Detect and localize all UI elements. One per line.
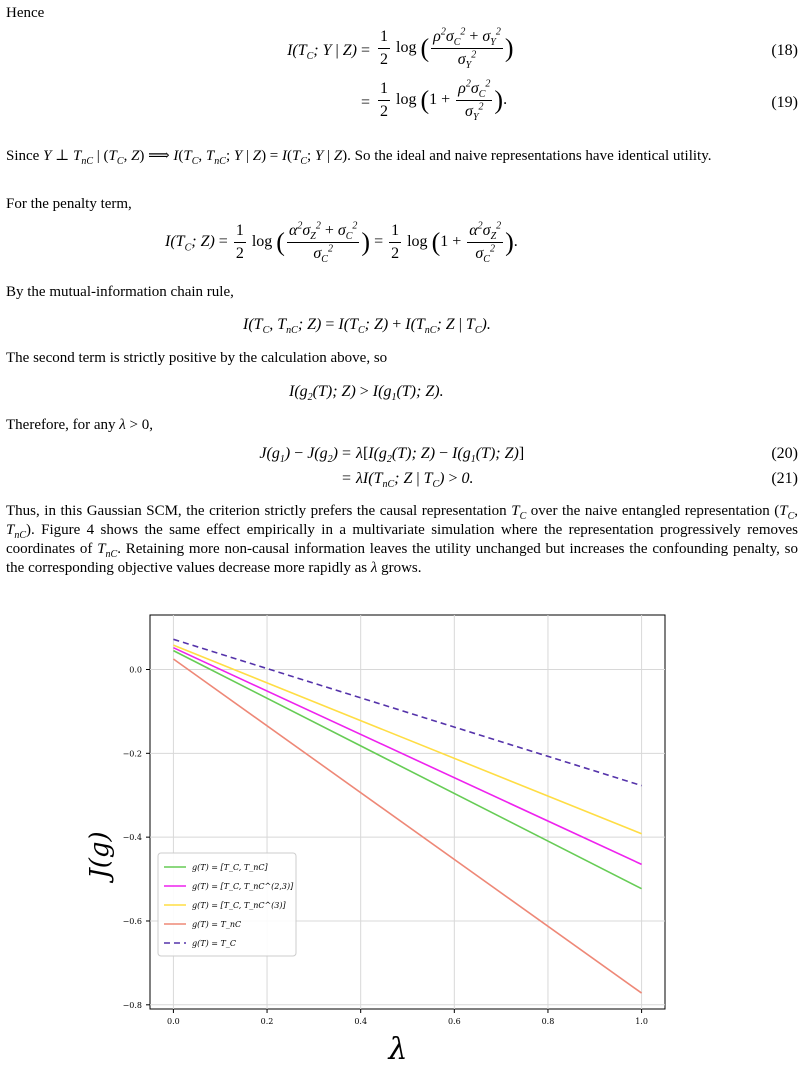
text-penalty-intro: For the penalty term,	[6, 196, 132, 212]
text-second-term: The second term is strictly positive by the calculation above, so	[6, 350, 388, 366]
equation-number: (20)	[771, 445, 798, 462]
paragraph-conclusion: Thus, in this Gaussian SCM, the criterion strictly prefers the causal representation $T_C$ over the naive entangled representation ($T_C$, $T_{nC}$). Figure 4 shows the same effect empirically in a multivariate simulation where the representation progressively removes coordinates of $T_{nC}$. Retaining more non-causal information leaves the utility unchanged but increases the confounding penalty, so the corresponding objective values decrease more rapidly as λ grows.	[6, 503, 798, 576]
legend-label: g(T) = T_C	[192, 939, 236, 948]
series-line-1	[173, 648, 641, 865]
legend-label: g(T) = [T_C, T_nC^(2,3)]	[192, 882, 294, 891]
x-tick-label: 0.8	[541, 1017, 555, 1026]
x-tick-label: 0.2	[260, 1017, 274, 1026]
legend-label: g(T) = [T_C, T_nC^(3)]	[192, 901, 286, 910]
line-chart	[0, 605, 806, 1069]
series-line-2	[173, 645, 641, 834]
text-chain-intro: By the mutual-information chain rule,	[6, 284, 234, 300]
equation-number: (19)	[771, 94, 798, 111]
y-tick-label: 0.0	[129, 665, 142, 675]
y-tick-label: −0.2	[122, 749, 142, 759]
legend-label: g(T) = [T_C, T_nC]	[192, 863, 268, 872]
paragraph-since: Since Y ⊥ $T_{nC}$ | ($T_C$, Z) ⟹ $I(T_C$, $T_{nC}$; Y | $Z) = I(T_C$; Y | Z). So the ideal and naive representations have identical utility.	[6, 148, 712, 167]
x-tick-label: 1.0	[635, 1017, 648, 1026]
x-tick-label: 0.0	[167, 1017, 180, 1026]
equation-18: $I(T_C$; Y | Z) = $\frac{1}{2}$ log ( $\frac{\rho^2\sigma_C^2 + \sigma_Y^2}{\sigma_Y^2}$ ) (18)	[287, 26, 798, 72]
equation-number: (21)	[771, 470, 798, 487]
x-axis-label: λ	[388, 1032, 408, 1067]
x-tick-label: 0.6	[447, 1017, 461, 1026]
text-therefore: Therefore, for any λ > 0,	[6, 417, 153, 433]
series-line-4	[173, 639, 641, 785]
text-hence: Hence	[6, 5, 45, 21]
y-tick-label: −0.8	[122, 1000, 142, 1010]
y-tick-label: −0.4	[122, 833, 142, 843]
y-tick-label: −0.6	[122, 916, 142, 926]
equation-number: (18)	[771, 42, 798, 59]
x-tick-label: 0.4	[354, 1017, 368, 1026]
y-axis-label: J(g)	[85, 831, 115, 879]
equation-penalty: $I(T_C$; Z) = $\frac{1}{2}$ log ( $\frac{\alpha^2\sigma_Z^2 + \sigma_C^2}{\sigma_C^2}$ ) = $\frac{1}{2}$ log (1 + $\frac{\alpha^2\sigma_Z^2}{\sigma_C^2}$ ).	[165, 220, 518, 266]
equation-19: = $\frac{1}{2}$ log (1 + $\frac{\rho^2\sigma_C^2}{\sigma_Y^2}$ ). (19)	[360, 78, 798, 124]
legend-label: g(T) = T_nC	[192, 920, 242, 929]
